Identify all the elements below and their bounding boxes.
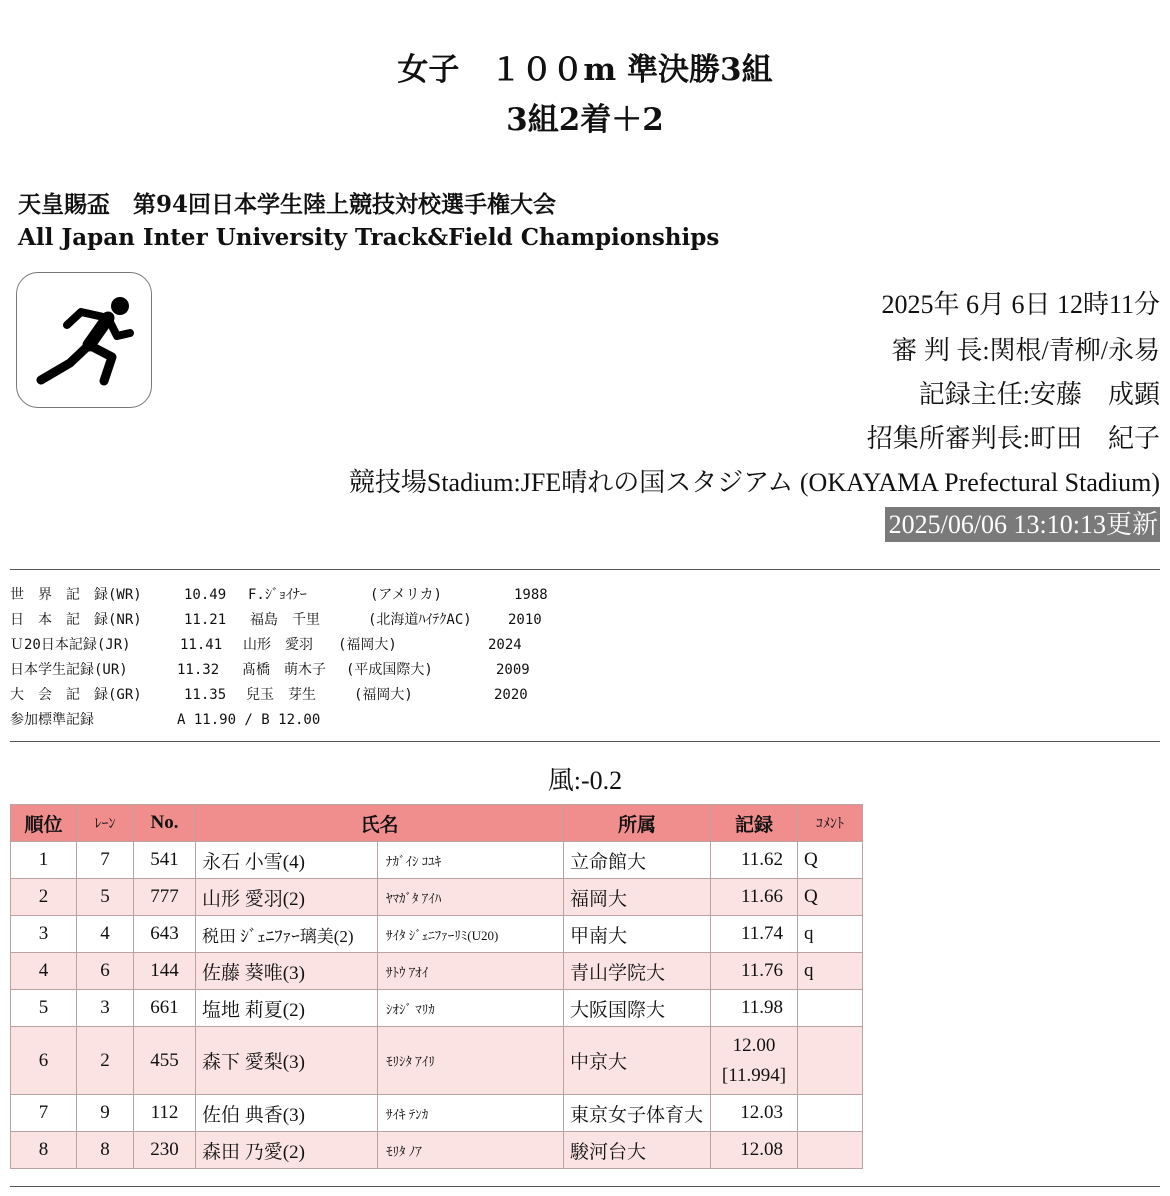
affiliation-cell: 駿河台大 (564, 1132, 711, 1169)
athlete-name-cell: 佐伯 典香(3) (196, 1095, 378, 1132)
qualification-rule: 3組2着＋2 (506, 102, 664, 138)
header-bib: No. (134, 805, 196, 842)
lane-cell: 7 (77, 842, 134, 879)
bib-cell: 144 (134, 953, 196, 990)
record-year: 1988 (514, 587, 548, 603)
comment-cell: Q (798, 842, 863, 879)
time-cell: 11.98 (711, 990, 798, 1027)
athlete-kana-cell: ﾔﾏｶﾞﾀ ｱｲﾊ (378, 879, 564, 916)
record-affiliation: (福岡大) (338, 637, 397, 653)
entry-standard-label: 参加標準記録 (10, 712, 94, 728)
bib-cell: 661 (134, 990, 196, 1027)
athlete-kana-cell: ﾓﾘﾀ ﾉｱ (378, 1132, 564, 1169)
record-label: 大 会 記 録(GR) (10, 687, 142, 703)
record-affiliation: (平成国際大) (346, 662, 433, 678)
meet-name-ja: 天皇賜盃 第94回日本学生陸上競技対校選手権大会 (18, 191, 557, 218)
time-value: 12.00 (732, 1034, 776, 1056)
call-room-referee-line: 招集所審判長:町田 紀子 (866, 424, 1160, 453)
lane-cell: 8 (77, 1132, 134, 1169)
affiliation-cell: 立命館大 (564, 842, 711, 879)
wind-reading: 風:-0.2 (547, 766, 623, 795)
record-year: 2009 (496, 662, 530, 678)
lane-cell: 2 (77, 1027, 134, 1095)
record-year: 2020 (494, 687, 528, 703)
time-cell: 12.08 (711, 1132, 798, 1169)
athlete-name-cell: 山形 愛羽(2) (196, 879, 378, 916)
table-header-row (11, 805, 863, 842)
lane-cell: 3 (77, 990, 134, 1027)
record-holder: 髙橋 萌木子 (242, 662, 326, 678)
results-table (10, 804, 863, 1169)
athlete-name-cell: 塩地 莉夏(2) (196, 990, 378, 1027)
bib-cell: 230 (134, 1132, 196, 1169)
record-holder: F.ｼﾞｮｲﾅｰ (248, 587, 307, 603)
athlete-name-cell: 税田 ｼﾞｪﾆﾌｧｰ璃美(2) (196, 916, 378, 953)
record-time: 11.21 (184, 612, 227, 628)
time-cell (711, 1027, 798, 1095)
table-row (11, 990, 863, 1027)
table-row (11, 1132, 863, 1169)
rank-cell: 5 (11, 990, 77, 1027)
time-cell: 11.66 (711, 879, 798, 916)
record-time: 11.32 (177, 662, 220, 678)
rank-cell: 2 (11, 879, 77, 916)
athlete-kana-cell: ﾅｶﾞｲｼ ｺﾕｷ (378, 842, 564, 879)
record-holder: 兒玉 芽生 (246, 687, 316, 703)
record-affiliation: (アメリカ) (370, 587, 442, 603)
record-label: 日 本 記 録(NR) (10, 612, 142, 628)
time-detail: [11.994] (721, 1064, 787, 1086)
record-year: 2024 (488, 637, 522, 653)
record-affiliation: (北海道ﾊｲﾃｸAC) (368, 612, 472, 628)
table-row (11, 879, 863, 916)
bib-cell: 541 (134, 842, 196, 879)
athlete-kana-cell: ｻｲｷ ﾃﾝｶ (378, 1095, 564, 1132)
affiliation-cell: 甲南大 (564, 916, 711, 953)
header-name: 氏名 (196, 805, 564, 842)
affiliation-cell: 大阪国際大 (564, 990, 711, 1027)
divider (10, 569, 1160, 570)
table-row (11, 953, 863, 990)
divider (10, 741, 1160, 742)
record-label: 日本学生記録(UR) (10, 662, 128, 678)
affiliation-cell: 福岡大 (564, 879, 711, 916)
header-comment: ｺﾒﾝﾄ (798, 805, 863, 842)
updated-timestamp: 2025/06/06 13:10:13更新 (885, 507, 1160, 542)
comment-cell (798, 990, 863, 1027)
comment-cell: Q (798, 879, 863, 916)
athlete-name-cell: 永石 小雪(4) (196, 842, 378, 879)
comment-cell: q (798, 916, 863, 953)
referee-line: 審 判 長:関根/青柳/永易 (891, 336, 1160, 365)
record-holder: 福島 千里 (250, 612, 320, 628)
header-rank: 順位 (11, 805, 77, 842)
bib-cell: 777 (134, 879, 196, 916)
record-affiliation: (福岡大) (354, 687, 413, 703)
record-year: 2010 (508, 612, 542, 628)
bib-cell: 455 (134, 1027, 196, 1095)
affiliation-cell: 東京女子体育大 (564, 1095, 711, 1132)
athlete-kana-cell: ｻﾄｳ ｱｵｲ (378, 953, 564, 990)
athlete-kana-cell: ｻｲﾀ ｼﾞｪﾆﾌｧｰﾘﾐ(U20) (378, 916, 564, 953)
table-row (11, 842, 863, 879)
lane-cell: 6 (77, 953, 134, 990)
affiliation-cell: 青山学院大 (564, 953, 711, 990)
time-cell: 11.76 (711, 953, 798, 990)
athlete-name-cell: 森下 愛梨(3) (196, 1027, 378, 1095)
records-chief-line: 記録主任:安藤 成顕 (918, 380, 1160, 409)
table-row (11, 916, 863, 953)
record-label: 世 界 記 録(WR) (10, 587, 142, 603)
affiliation-cell: 中京大 (564, 1027, 711, 1095)
table-row (11, 1095, 863, 1132)
comment-cell (798, 1027, 863, 1095)
athlete-kana-cell: ﾓﾘｼﾀ ｱｲﾘ (378, 1027, 564, 1095)
record-time: 11.35 (184, 687, 227, 703)
comment-cell (798, 1132, 863, 1169)
meet-name-en: All Japan Inter University Track&Field Championships (18, 224, 720, 251)
rank-cell: 6 (11, 1027, 77, 1095)
rank-cell: 3 (11, 916, 77, 953)
time-cell: 11.74 (711, 916, 798, 953)
table-row (11, 1027, 863, 1095)
competition-datetime: 2025年 6月 6日 12時11分 (881, 290, 1160, 319)
time-cell: 11.62 (711, 842, 798, 879)
record-time: 11.41 (180, 637, 223, 653)
comment-cell: q (798, 953, 863, 990)
lane-cell: 4 (77, 916, 134, 953)
athlete-name-cell: 森田 乃愛(2) (196, 1132, 378, 1169)
athlete-kana-cell: ｼｵｼﾞ ﾏﾘｶ (378, 990, 564, 1027)
divider (10, 1186, 1160, 1187)
record-label: Ｕ20日本記録(JR) (10, 637, 131, 653)
lane-cell: 9 (77, 1095, 134, 1132)
rank-cell: 4 (11, 953, 77, 990)
bib-cell: 643 (134, 916, 196, 953)
stadium-line: 競技場Stadium:JFE晴れの国スタジアム (OKAYAMA Prefectural Stadium) (348, 468, 1160, 497)
entry-standard-value: A 11.90 / B 12.00 (177, 712, 321, 728)
header-time: 記録 (711, 805, 798, 842)
rank-cell: 1 (11, 842, 77, 879)
sprinter-running-icon (16, 272, 152, 408)
rank-cell: 8 (11, 1132, 77, 1169)
comment-cell (798, 1095, 863, 1132)
athlete-name-cell: 佐藤 葵唯(3) (196, 953, 378, 990)
page-title: 女子 １００m 準決勝3組 (397, 52, 773, 88)
record-holder: 山形 愛羽 (243, 637, 313, 653)
bib-cell: 112 (134, 1095, 196, 1132)
time-cell: 12.03 (711, 1095, 798, 1132)
rank-cell: 7 (11, 1095, 77, 1132)
header-affiliation: 所属 (564, 805, 711, 842)
header-lane: ﾚｰﾝ (77, 805, 134, 842)
lane-cell: 5 (77, 879, 134, 916)
record-time: 10.49 (184, 587, 227, 603)
